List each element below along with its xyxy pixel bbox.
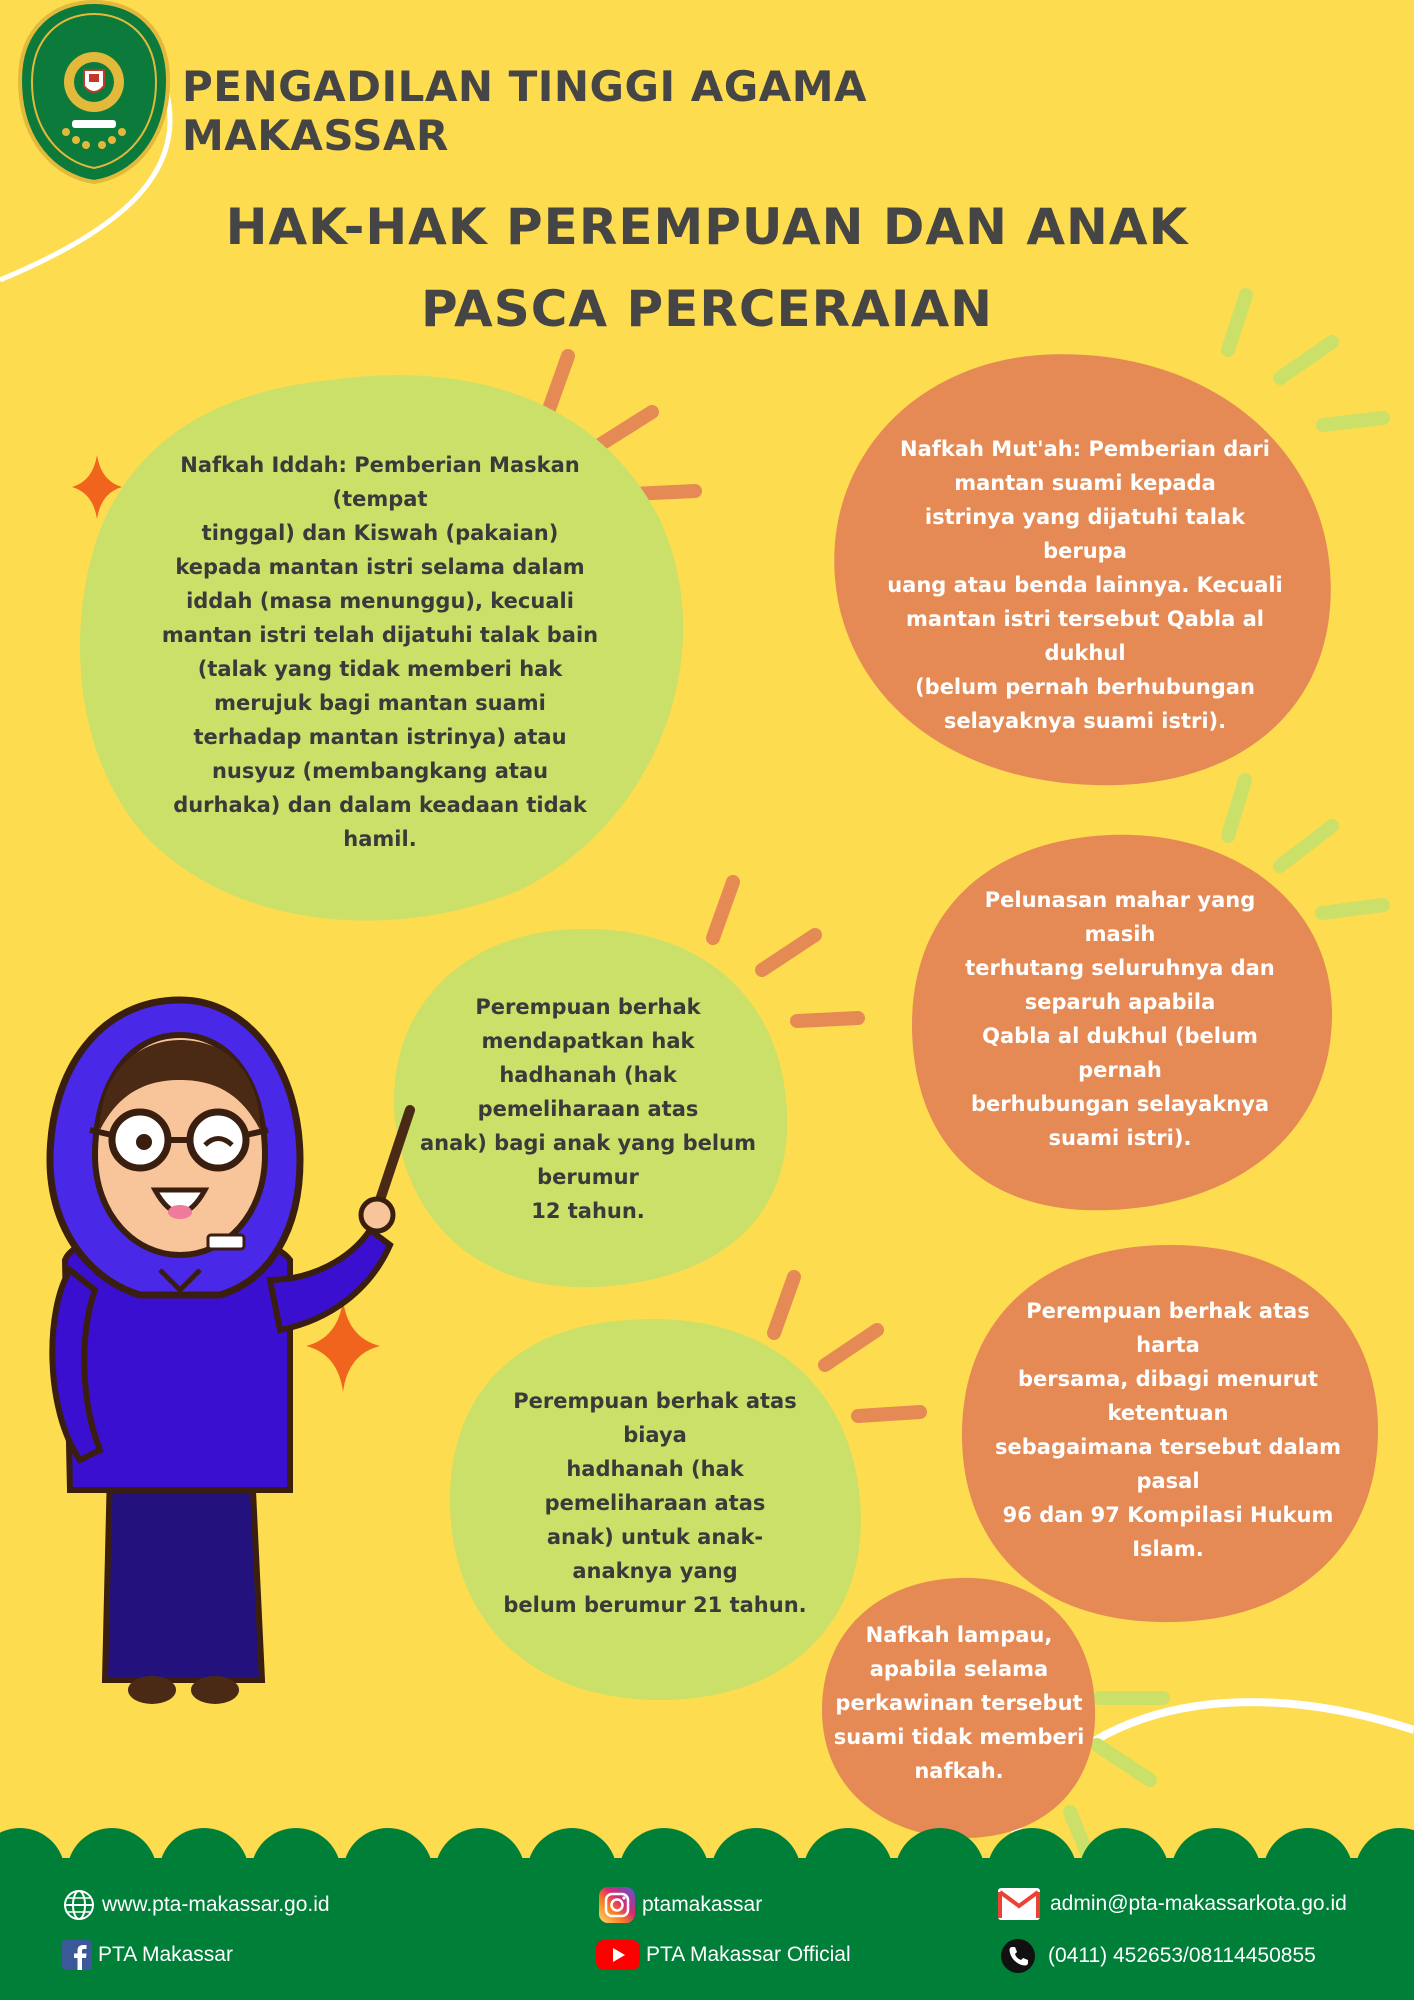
card-line: (tempat — [332, 487, 428, 511]
green-spark-lines-1 — [1228, 295, 1383, 425]
phone-number[interactable]: (0411) 452653/08114450855 — [1048, 1944, 1316, 1967]
card-line: iddah (masa menunggu), kecuali — [186, 589, 574, 613]
card-line: mantan istri telah dijatuhi talak bain — [161, 623, 599, 647]
card-line: Perempuan berhak atas — [1026, 1299, 1310, 1323]
card-nafkah-lampau — [826, 1618, 1092, 1788]
card-line: anak) untuk anak- — [546, 1525, 764, 1549]
card-line: 12 tahun. — [531, 1199, 645, 1223]
card-biaya-hadhanah — [480, 1384, 830, 1622]
card-line: separuh apabila — [1024, 990, 1216, 1014]
youtube-link[interactable]: PTA Makassar Official — [646, 1943, 851, 1966]
facebook-icon — [62, 1940, 92, 1970]
card-line: Islam. — [1132, 1537, 1204, 1561]
card-line: anak) bagi anak yang belum — [420, 1131, 756, 1155]
card-line: Pelunasan mahar yang — [984, 888, 1256, 912]
gmail-icon — [998, 1888, 1040, 1920]
card-line: bersama, dibagi menurut — [1018, 1367, 1318, 1391]
card-line: Qabla al dukhul (belum — [982, 1024, 1258, 1048]
card-line: berupa — [1043, 539, 1127, 563]
card-line: nafkah. — [914, 1759, 1004, 1783]
card-line: pasal — [1136, 1469, 1200, 1493]
card-harta — [978, 1294, 1358, 1566]
card-line: pernah — [1078, 1058, 1162, 1082]
card-line: berumur — [537, 1165, 639, 1189]
footer-phone[interactable] — [1000, 1938, 1316, 1974]
card-line: Perempuan berhak atas — [513, 1389, 797, 1413]
facebook-link[interactable]: PTA Makassar — [98, 1943, 233, 1966]
card-line: apabila selama — [869, 1657, 1049, 1681]
card-line: hadhanah (hak — [566, 1457, 744, 1481]
card-line: terhutang seluruhnya dan — [965, 956, 1275, 980]
card-line: anaknya yang — [572, 1559, 738, 1583]
youtube-icon — [596, 1940, 640, 1970]
footer-instagram[interactable] — [598, 1886, 762, 1924]
card-line: Perempuan berhak — [475, 995, 701, 1019]
card-line: sebagaimana tersebut dalam — [995, 1435, 1341, 1459]
globe-icon — [62, 1888, 96, 1922]
phone-icon — [1000, 1938, 1036, 1974]
instagram-link[interactable]: ptamakassar — [642, 1893, 763, 1916]
card-line: tinggal) dan Kiswah (pakaian) — [201, 521, 559, 545]
footer-website[interactable] — [62, 1888, 330, 1922]
teacher-character-illustration — [40, 990, 420, 1710]
card-line: Nafkah lampau, — [865, 1623, 1053, 1647]
email-link[interactable]: admin@pta-makassarkota.go.id — [1050, 1892, 1347, 1915]
card-line: ketentuan — [1107, 1401, 1229, 1425]
card-line: biaya — [623, 1423, 687, 1447]
footer-facebook[interactable] — [62, 1940, 233, 1970]
card-line: mendapatkan hak — [481, 1029, 695, 1053]
card-line: mantan istri tersebut Qabla al — [906, 607, 1264, 631]
card-line: Nafkah Mut'ah: Pemberian dari — [900, 437, 1270, 461]
card-line: hadhanah (hak — [499, 1063, 677, 1087]
card-line: selayaknya suami istri). — [943, 709, 1227, 733]
website-link[interactable]: www.pta-makassar.go.id — [102, 1893, 330, 1916]
card-line: mantan suami kepada — [954, 471, 1216, 495]
card-line: masih — [1084, 922, 1156, 946]
card-line: suami istri). — [1048, 1126, 1192, 1150]
card-line: terhadap mantan istrinya) atau — [193, 725, 567, 749]
card-line: (belum pernah berhubungan — [915, 675, 1255, 699]
card-line: istrinya yang dijatuhi talak — [924, 505, 1246, 529]
card-nafkah-mutah — [860, 432, 1310, 738]
card-line: pemeliharaan atas — [477, 1097, 699, 1121]
footer-email[interactable] — [998, 1888, 1347, 1920]
page-title-line-1: HAK-HAK PEREMPUAN DAN ANAK — [225, 198, 1189, 256]
card-line: uang atau benda lainnya. Kecuali — [887, 573, 1283, 597]
card-nafkah-iddah — [130, 448, 630, 856]
organization-name: PENGADILAN TINGGI AGAMA MAKASSAR — [182, 62, 868, 160]
card-line: nusyuz (membangkang atau — [211, 759, 549, 783]
card-line: 96 dan 97 Kompilasi Hukum — [1002, 1503, 1334, 1527]
page-title-line-2: PASCA PERCERAIAN — [420, 280, 994, 338]
court-logo-icon — [16, 0, 172, 184]
instagram-icon — [598, 1886, 636, 1924]
card-line: pemeliharaan atas — [544, 1491, 766, 1515]
card-line: hamil. — [343, 827, 417, 851]
card-line: (talak yang tidak memberi hak — [197, 657, 563, 681]
page-title — [200, 186, 1214, 350]
card-line: harta — [1136, 1333, 1200, 1357]
card-line: merujuk bagi mantan suami — [214, 691, 546, 715]
card-line: durhaka) dan dalam keadaan tidak — [173, 793, 587, 817]
card-line: kepada mantan istri selama dalam — [175, 555, 585, 579]
card-line: dukhul — [1044, 641, 1126, 665]
card-line: perkawinan tersebut — [835, 1691, 1083, 1715]
card-mahar — [940, 883, 1300, 1155]
footer-youtube[interactable] — [596, 1940, 851, 1970]
card-line: suami tidak memberi — [833, 1725, 1085, 1749]
card-line: Nafkah Iddah: Pemberian Maskan — [180, 453, 580, 477]
card-line: belum berumur 21 tahun. — [503, 1593, 807, 1617]
card-hadhanah — [408, 990, 768, 1228]
card-line: berhubungan selayaknya — [970, 1092, 1270, 1116]
